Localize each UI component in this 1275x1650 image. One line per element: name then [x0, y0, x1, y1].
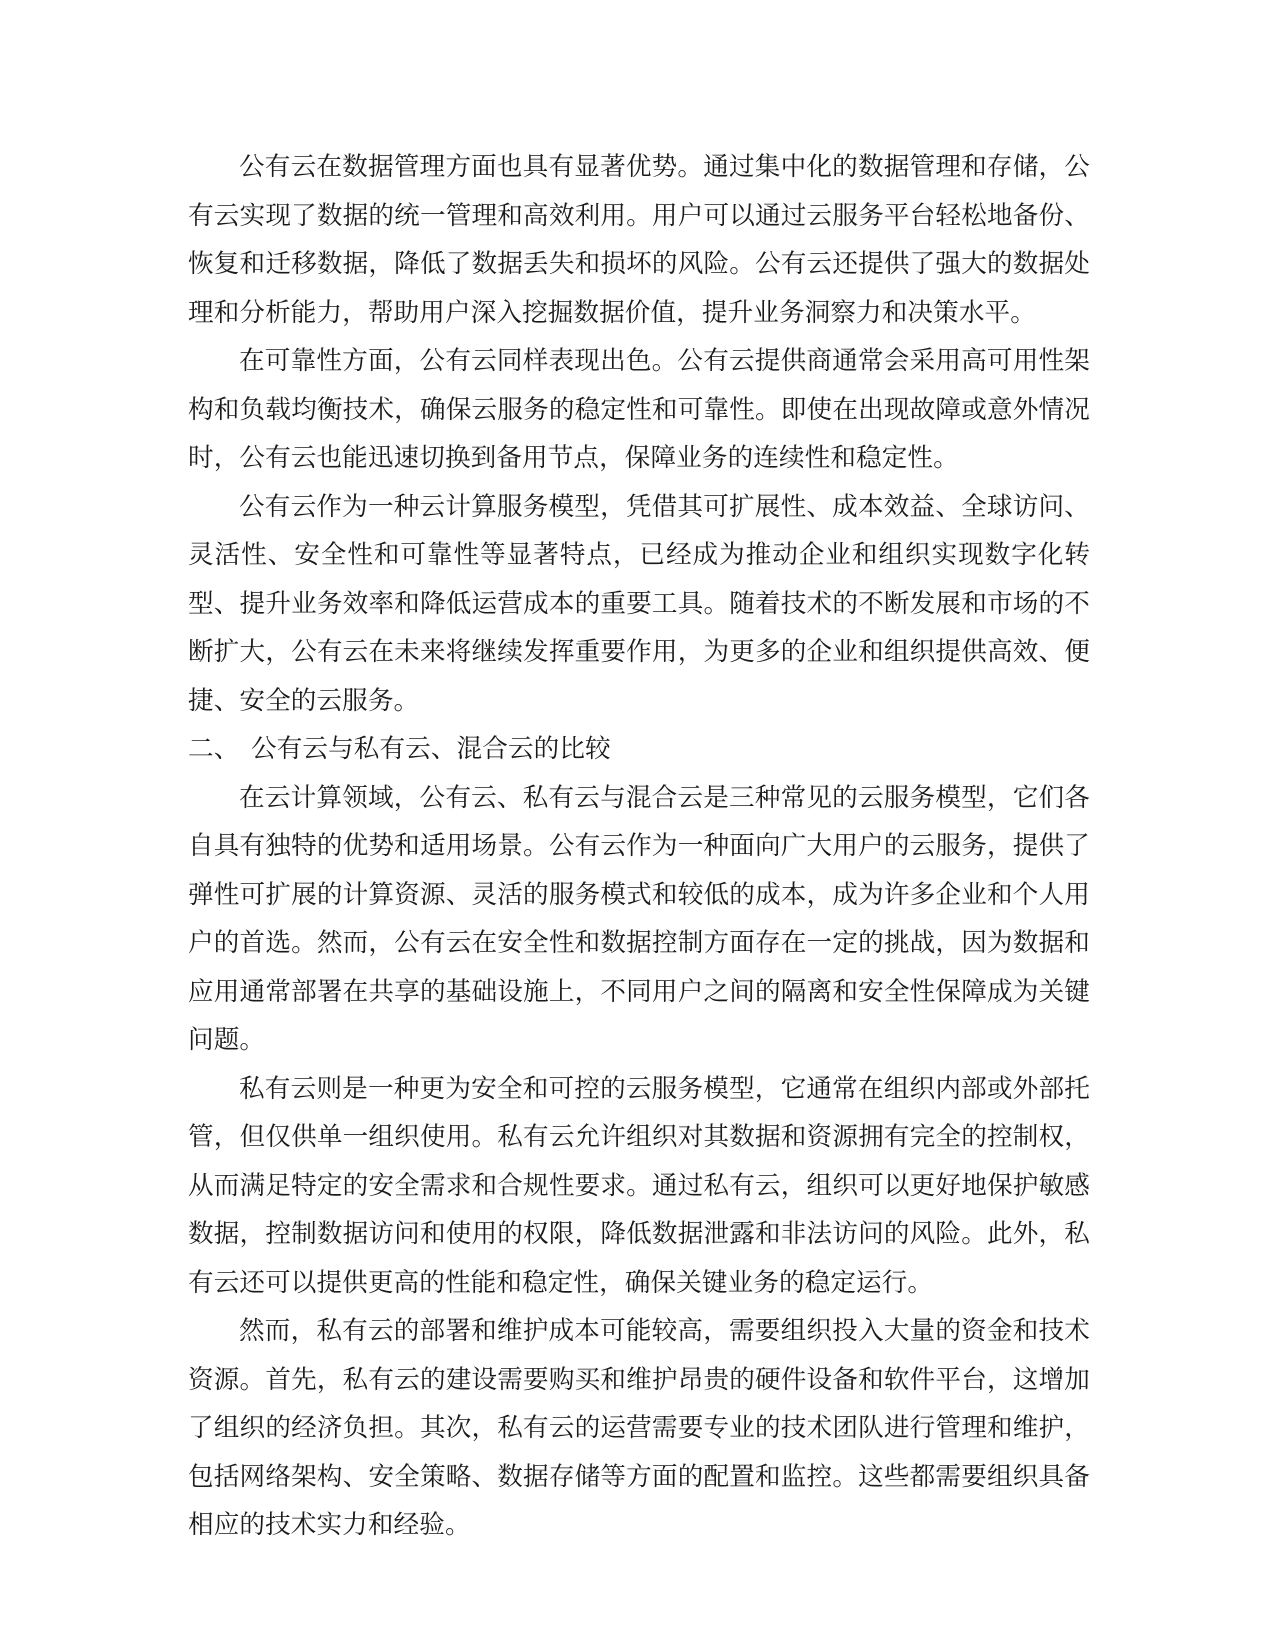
section-title: 公有云与私有云、混合云的比较 [251, 734, 611, 764]
paragraph-reliability: 在可靠性方面，公有云同样表现出色。公有云提供商通常会采用高可用性架构和负载均衡技术，确保云服务的稳定性和可靠性。即使在出现故障或意外情况时，公有云也能迅速切换到备用节点，保障业务的连续性和稳定性。 [188, 346, 1090, 473]
section-heading [188, 725, 1090, 774]
paragraph-comparison-intro: 在云计算领域，公有云、私有云与混合云是三种常见的云服务模型，它们各自具有独特的优势和适用场景。公有云作为一种面向广大用户的云服务，提供了弹性可扩展的计算资源、灵活的服务模式和较低的成本，成为许多企业和个人用户的首选。然而，公有云在安全性和数据控制方面存在一定的挑战，因为数据和应用通常部署在共享的基础设施上，不同用户之间的隔离和安全性保障成为关键问题。 [188, 782, 1090, 1055]
paragraph-private-cloud-cost: 然而，私有云的部署和维护成本可能较高，需要组织投入大量的资金和技术资源。首先，私有云的建设需要购买和维护昂贵的硬件设备和软件平台，这增加了组织的经济负担。其次，私有云的运营需要专业的技术团队进行管理和维护，包括网络架构、安全策略、数据存储等方面的配置和监控。这些都需要组织具备相应的技术实力和经验。 [188, 1316, 1090, 1540]
document-body [188, 143, 1090, 1550]
paragraph-private-cloud: 私有云则是一种更为安全和可控的云服务模型，它通常在组织内部或外部托管，但仅供单一组织使用。私有云允许组织对其数据和资源拥有完全的控制权，从而满足特定的安全需求和合规性要求。通过私有云，组织可以更好地保护敏感数据，控制数据访问和使用的权限，降低数据泄露和非法访问的风险。此外，私有云还可以提供更高的性能和稳定性，确保关键业务的稳定运行。 [188, 1073, 1090, 1298]
paragraph-data-management: 公有云在数据管理方面也具有显著优势。通过集中化的数据管理和存储，公有云实现了数据的统一管理和高效利用。用户可以通过云服务平台轻松地备份、恢复和迁移数据，降低了数据丢失和损坏的风险。公有云还提供了强大的数据处理和分析能力，帮助用户深入挖掘数据价值，提升业务洞察力和决策水平。 [188, 152, 1090, 328]
paragraph-summary: 公有云作为一种云计算服务模型，凭借其可扩展性、成本效益、全球访问、灵活性、安全性和可靠性等显著特点，已经成为推动企业和组织实现数字化转型、提升业务效率和降低运营成本的重要工具。随着技术的不断发展和市场的不断扩大，公有云在未来将继续发挥重要作用，为更多的企业和组织提供高效、便捷、安全的云服务。 [188, 491, 1090, 716]
section-number: 二、 [188, 734, 240, 764]
